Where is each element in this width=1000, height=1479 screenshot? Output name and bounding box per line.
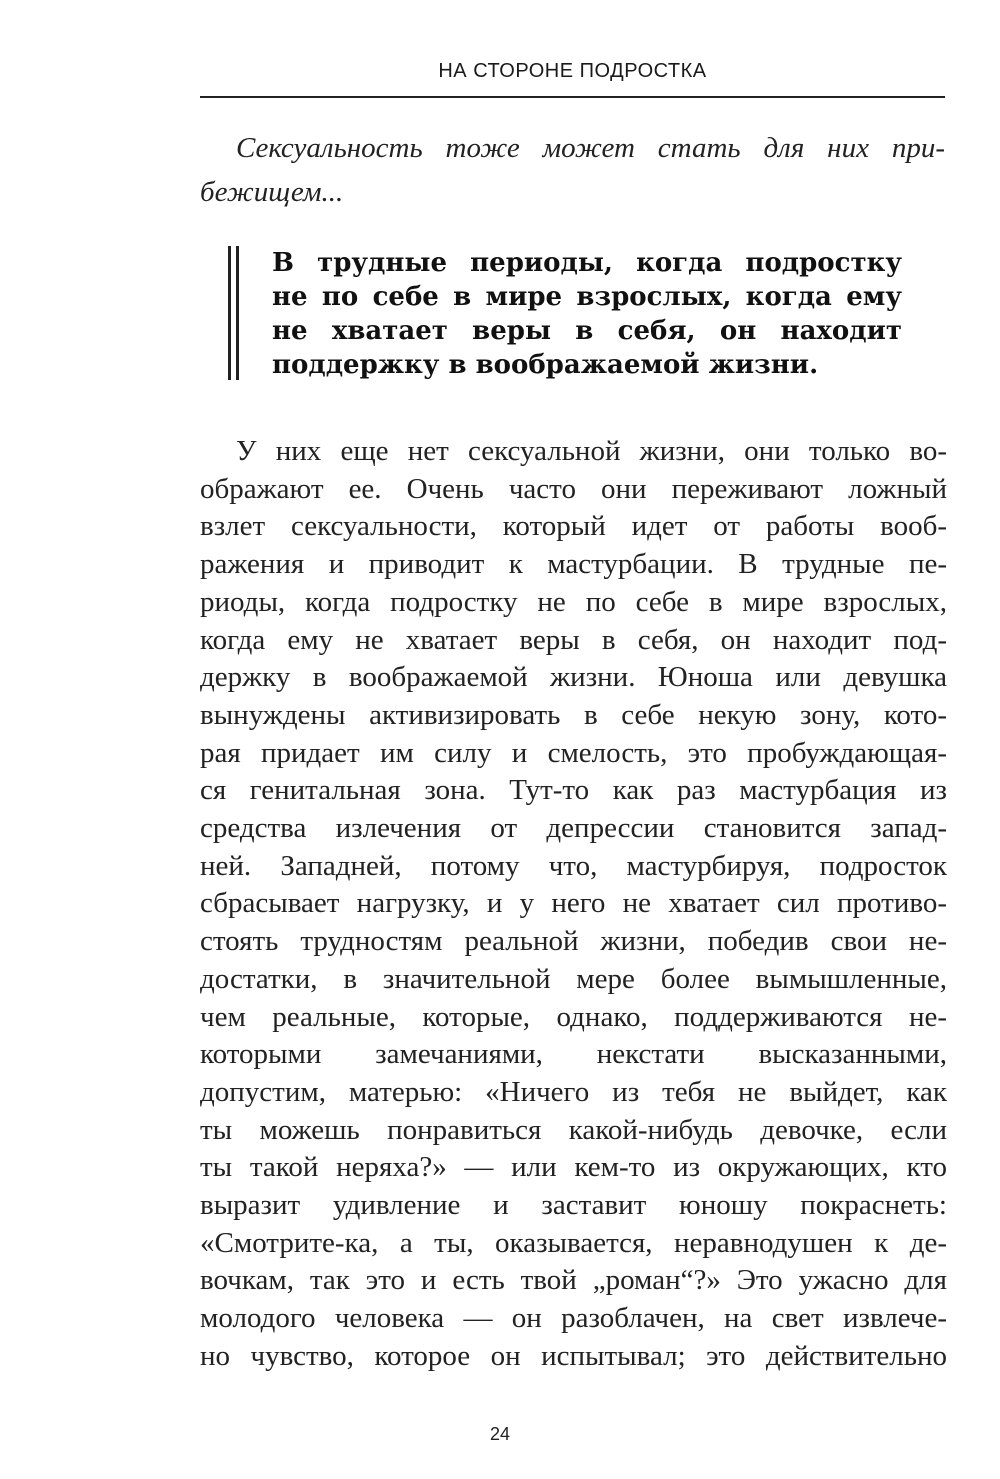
body-line: стоять трудностям реальной жизни, победив свои не- [200,925,947,958]
pullquote-bar [228,246,231,380]
running-head: НА СТОРОНЕ ПОДРОСТКА [438,60,707,82]
italic-lead-line: Сексуальность тоже может стать для них при- [236,132,945,164]
pullquote-line: В трудные периоды, когда подростку [272,248,902,278]
pullquote-line: поддержку в воображаемой жизни. [272,350,819,380]
body-line: рая придает им силу и смелость, это пробуждающая- [200,736,947,769]
body-line: допустим, матерью: «Ничего из тебя не выйдет, как [200,1075,947,1108]
body-line: У них еще нет сексуальной жизни, они только во- [236,435,947,467]
body-line: когда ему не хватает веры в себя, он находит под- [200,623,947,656]
body-line: ображают ее. Очень часто они переживают ложный [200,472,947,505]
body-line: вынуждены активизировать в себе некую зону, кото- [200,698,947,731]
body-line: взлет сексуальности, который идет от работы вооб- [200,510,947,543]
body-line: ся генитальная зона. Тут-то как раз мастурбация из [200,774,947,807]
body-line: выразит удивление и заставит юношу покраснеть: [200,1189,947,1222]
italic-lead-paragraph [200,126,945,214]
body-line: вочкам, так это и есть твой „роман“?» Это ужасно для [200,1264,947,1297]
body-line: молодого человека — он разоблачен, на свет извлече- [200,1302,947,1335]
body-line: «Смотрите-ка, а ты, оказывается, неравнодушен к де- [200,1226,947,1259]
body-line: ней. Западней, потому что, мастурбируя, подросток [200,849,947,882]
body-line: ражения и приводит к мастурбации. В трудные пе- [200,548,947,581]
pullquote-text [272,246,902,382]
body-paragraph [200,433,947,1376]
body-line: средства излечения от депрессии становится запад- [200,812,947,845]
body-line: которыми замечаниями, некстати высказанными, [200,1038,947,1071]
header-rule [200,96,945,98]
body-line: ты можешь понравиться какой-нибудь девочке, если [200,1113,947,1146]
body-line: но чувство, которое он испытывал; это действительно [200,1339,947,1372]
body-line: сбрасывает нагрузку, и у него не хватает сил противо- [200,887,947,920]
italic-lead-line: бежищем... [200,176,344,208]
body-line: риоды, когда подростку не по себе в мире взрослых, [200,585,947,618]
pullquote-line: не хватает веры в себя, он находит [272,316,902,346]
body-line: достатки, в значительной мере более вымышленные, [200,962,947,995]
body-line: держку в воображаемой жизни. Юноша или девушка [200,661,947,694]
pullquote-bar [236,246,239,380]
pullquote [228,246,948,386]
page-number: 24 [489,1424,511,1444]
body-line: ты такой неряха?» — или кем-то из окружающих, кто [200,1151,947,1184]
pullquote-line: не по себе в мире взрослых, когда ему [272,282,902,312]
body-line: чем реальные, которые, однако, поддерживаются не- [200,1000,947,1033]
